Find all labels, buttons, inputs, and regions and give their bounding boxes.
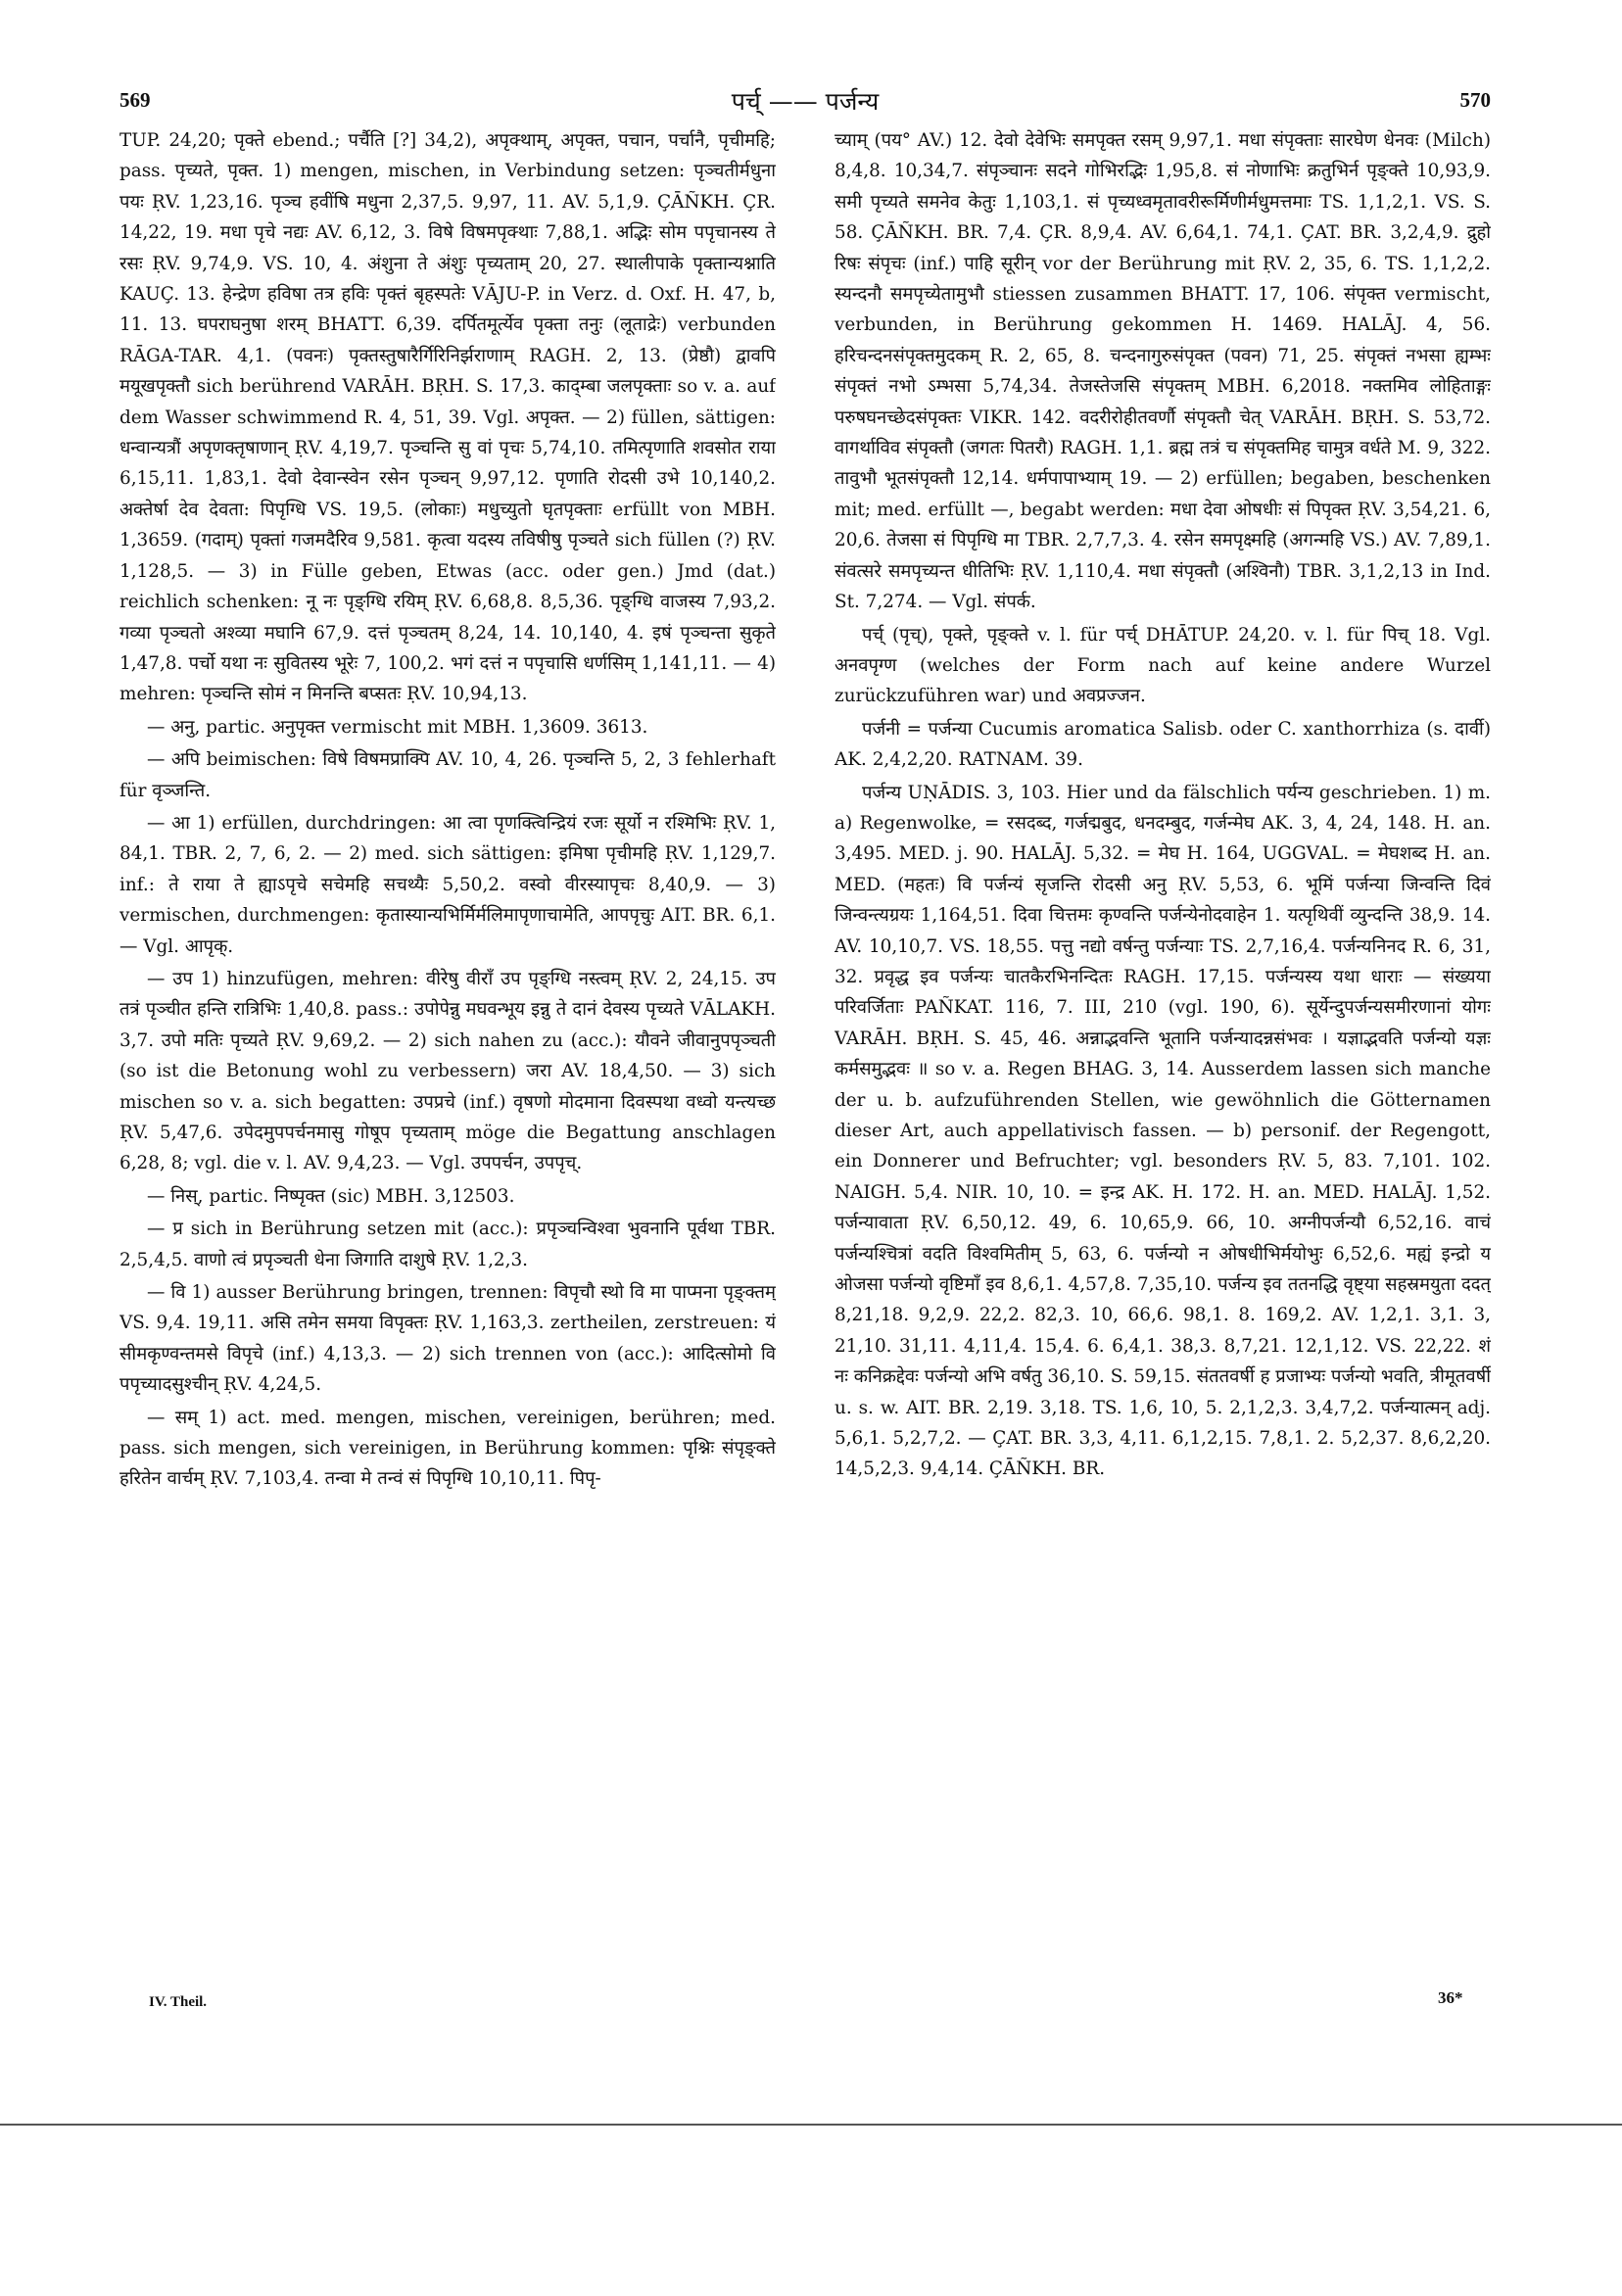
- page-header: [119, 84, 1491, 123]
- subentry-vi: — वि 1) ausser Berührung bringen, trennen: विपृचौ स्थो वि मा पाप्मना पृङ्क्तम् VS. 9,4. 19,11. असि तमेन समया विपृक्तः ṚV. 1,163,3. zertheilen, zerstreuen: यं सीमकृण्वन्तमसे विपृचे (inf.) 4,13,3. — 2) sich trennen von (acc.): आदित्सोमो वि पपृच्यादसुश्चीन् ṚV. 4,24,5.: [119, 1282, 776, 1396]
- footer-sheet-signature: 36*: [1438, 1988, 1463, 2007]
- entry-parjani: पर्जनी = पर्जन्या Cucumis aromatica Salisb. oder C. xanthorrhiza (s. दार्वी) AK. 2,4,2,20. RATNAM. 39.: [835, 718, 1491, 771]
- subentry-pra: — प्र sich in Berührung setzen mit (acc.): प्रपृञ्चन्विश्वा भुवनानि पूर्वथा TBR. 2,5,4,5. वाणो त्वं प्रपृञ्चती धेना जिगाति दाशुषे ṚV. 1,2,3.: [119, 1219, 776, 1270]
- subentry-nis: — निस्, partic. निष्पृक्त (sic) MBH. 3,12503.: [147, 1185, 515, 1207]
- left-column: [119, 125, 776, 1977]
- entry-parc: पर्च् (पृच्), पृक्ते, पृङ्क्ते v. l. für पर्च् DHĀTUP. 24,20. v. l. für पिच् 18. Vgl. अनवपृग्ण (welches der Form nach auf keine andere Wurzel zurückzuführen war) und अवप्रज्जन.: [835, 624, 1491, 707]
- running-head: पर्च् —— पर्जन्य: [731, 87, 880, 116]
- subentry-upa: — उप 1) hinzufügen, mehren: वीरेषु वीराँ उप पृङ्ग्धि नस्त्वम् ṚV. 2, 24,15. उप तत्रं पृञ्चीत हन्ति रात्रिभिः 1,40,8. pass.: उपोपेन्नु मघवन्भूय इन्नु ते दानं देवस्य पृच्यते VĀLAKH. 3,7. उपो मतिः पृच्यते ṚV. 9,69,2. — 2) sich nahen zu (acc.): यौवने जीवानुपपृञ्चती (so ist die Betonung wohl zu verbessern) जरा AV. 18,4,50. — 3) sich mischen so v. a. sich begatten: उपप्रचे (inf.) वृषणो मोदमाना दिवस्पथा वध्वो यन्त्यच्छ ṚV. 5,47,6. उपेदमुपपर्चनमासु गोषूप पृच्यताम् möge die Begattung anschlagen 6,28, 8; vgl. die v. l. AV. 9,4,23. — Vgl. उपपर्चन, उपपृच्.: [119, 968, 776, 1174]
- entry-continuation: TUP. 24,20; पृक्ते ebend.; पर्चैति [?] 34,2), अपृक्थाम्, अपृक्त, पचान, पर्चानै, पृचीमहि; pass. पृच्यते, पृक्त. 1) mengen, mischen, in Verbindung setzen: पृञ्चतीर्मधुना पयः ṚV. 1,23,16. पृञ्च हवींषि मधुना 2,37,5. 9,97, 11. AV. 5,1,9. ÇĀÑKH. ÇR. 14,22, 19. मधा पृचे नद्यः AV. 6,12, 3. विषे विषमपृक्थाः 7,88,1. अद्भिः सोम पपृचानस्य ते रसः ṚV. 9,74,9. VS. 10, 4. अंशुना ते अंशुः पृच्यताम् 20, 27. स्थालीपाके पृक्तान्यश्नाति KAUÇ. 13. हेन्द्रेण हविषा तत्र हविः पृक्तं बृहस्पतेः VĀJU-P. in Verz. d. Oxf. H. 47, b, 11. 13. घपराघनुषा शरम् BHATT. 6,39. दर्पितमूर्त्येव पृक्ता तनुः (लूताद्रेः) verbunden RĀGA-TAR. 4,1. (पवनः) पृक्तस्तुषारैर्गिरिनिर्झराणाम् RAGH. 2, 13. (प्रेष्ठौ) द्वावपि मयूखपृक्तौ sich berührend VARĀH. BṚH. S. 17,3. काद्म्बा जलपृक्ताः so v. a. auf dem Wasser schwimmend R. 4, 51, 39. Vgl. अपृक्त. — 2) füllen, sättigen: धन्वान्यत्रौं अपृणक्तृषाणान् ṚV. 4,19,7. पृञ्चन्ति सु वां पृचः 5,74,10. तमित्पृणाति शवसोत राया 6,15,11. 1,83,1. देवो देवान्स्वेन रसेन पृञ्चन् 9,97,12. पृणाति रोदसी उभे 10,140,2. अक्तेर्षा देव देवता: पिपृग्धि VS. 19,5. (लोकाः) मधुच्युतो घृतपृक्ताः erfüllt von MBH. 1,3659. (गदाम्) पृक्तां गजमदैरिव 9,581. कृत्वा यदस्य तविषीषु पृञ्चते sich füllen (?) ṚV. 1,128,5. — 3) in Fülle geben, Etwas (acc. oder gen.) Jmd (dat.) reichlich schenken: नू नः पृङ्ग्धि रयिम् ṚV. 6,68,8. 8,5,36. पृङ्ग्धि वाजस्य 7,93,2. गव्या पृञ्चतो अश्व्या मघानि 67,9. दत्तं पृञ्चतम् 8,24, 14. 10,140, 4. इषं पृञ्चन्ता सुकृते 1,47,8. पर्चो यथा नः सुवितस्य भूरेः 7, 100,2. भगं दत्तं न पपृचासि धर्णसिम् 1,141,11. — 4) mehren: पृञ्चन्ति सोमं न मिनन्ति बप्सतः ṚV. 10,94,13.: [119, 130, 776, 705]
- entry-continuation-right: च्याम् (पय° AV.) 12. देवो देवेभिः समपृक्त रसम् 9,97,1. मधा संपृक्ताः सारघेण धेनवः (Milch) 8,4,8. 10,34,7. संपृञ्चानः सदने गोभिरद्भिः 1,95,8. सं नोणाभिः क्रतुभिर्न पृङ्क्ते 10,93,9. समी पृच्यते समनेव केतुः 1,103,1. सं पृच्यध्वमृतावरीरूर्मिणीर्मधुमत्तमाः TS. 1,1,2,1. VS. S. 58. ÇĀÑKH. BR. 7,4. ÇR. 8,9,4. AV. 6,64,1. 74,1. ÇAT. BR. 3,2,4,9. द्रुहो रिषः संपृचः (inf.) पाहि सूरीन् vor der Berührung mit ṚV. 2, 35, 6. TS. 1,1,2,2. स्यन्दनौ समपृच्येतामुभौ stiessen zusammen BHATT. 17, 106. संपृक्त vermischt, verbunden, in Berührung gekommen H. 1469. HALĀJ. 4, 56. हरिचन्दनसंपृक्तमुदकम् R. 2, 65, 8. चन्दनागुरुसंपृक्त (पवन) 71, 25. संपृक्तं नभसा ह्यम्भः संपृक्तं नभो ऽम्भसा 5,74,34. तेजस्तेजसि संपृक्तम् MBH. 6,2018. नक्तमिव लोहिताङ्गः परुषघनच्छेदसंपृक्तः VIKR. 142. वदरीरोहीतवर्णौ संपृक्तौ चेत् VARĀH. BṚH. S. 53,72. वागर्थाविव संपृक्तौ (जगतः पितरौ) RAGH. 1,1. ब्रह्म तत्रं च संपृक्तमिह चामुत्र वर्धते M. 9, 322. तावुभौ भूतसंपृक्तौ 12,14. धर्मपापाभ्याम् 19. — 2) erfüllen; begaben, beschenken mit; med. erfüllt —, begabt werden: मधा देवा ओषधीः सं पिपृक्त ṚV. 3,54,21. 6, 20,6. तेजसा सं पिपृग्धि मा TBR. 2,7,7,3. 4. रसेन समपृक्ष्महि (अगन्महि VS.) AV. 7,89,1. संवत्सरे समपृच्यन्त धीतिभिः ṚV. 1,110,4. मधा संपृक्तौ (अश्विनौ) TBR. 3,1,2,13 in Ind. St. 7,274. — Vgl. संपर्क.: [835, 130, 1491, 613]
- entry-parjanya: पर्जन्य UṆĀDIS. 3, 103. Hier und da fälschlich पर्यन्य geschrieben. 1) m. a) Regenwolke, = रसदब्द, गर्जद्मबुद, धनदम्बुद, गर्जन्मेघ AK. 3, 4, 24, 148. H. an. 3,495. MED. j. 90. HALĀJ. 5,32. = मेघ H. 164, UGGVAL. = मेघशब्द H. an. MED. (महतः) वि पर्जन्यं सृजन्ति रोदसी अनु ṚV. 5,53, 6. भूमिं पर्जन्या जिन्वन्ति दिवं जिन्वन्त्यग्रयः 1,164,51. दिवा चित्तमः कृण्वन्ति पर्जन्येनोदवाहेन 1. यत्पृथिवीं व्युन्दन्ति 38,9. 14. AV. 10,10,7. VS. 18,55. पत्तु नद्यो वर्षन्तु पर्जन्याः TS. 2,7,16,4. पर्जन्यनिनद R. 6, 31, 32. प्रवृद्ध इव पर्जन्यः चातकैरभिनन्दितः RAGH. 17,15. पर्जन्यस्य यथा धाराः — संख्यया परिवर्जिताः PAÑKAT. 116, 7. III, 210 (vgl. 190, 6). सूर्येन्दुपर्जन्यसमीरणानां योगः VARĀH. BṚH. S. 45, 46. अन्नाद्भवन्ति भूतानि पर्जन्यादन्नसंभवः । यज्ञाद्भवति पर्जन्यो यज्ञः कर्मसमुद्भवः ॥ so v. a. Regen BHAG. 3, 14. Ausserdem lassen sich manche der u. b. aufzuführenden Stellen, wie gewöhnlich die Götternamen dieser Art, auch appellativisch fassen. — b) personif. der Regengott, ein Donnerer und Befruchter; vgl. besonders ṚV. 5, 83. 7,101. 102. NAIGH. 5,4. NIR. 10, 10. = इन्द्र AK. H. 172. H. an. MED. HALĀJ. 1,52. पर्जन्यावाता ṚV. 6,50,12. 49, 6. 10,65,9. 66, 10. अग्नीपर्जन्यौ 6,52,16. वाचं पर्जन्यश्चित्रां वदति विश्वमितीम् 5, 63, 6. पर्जन्यो न ओषधीभिर्मयोभुः 6,52,6. मह्यं इन्द्रो य ओजसा पर्जन्यो वृष्टिमाँ इव 8,6,1. 4,57,8. 7,35,10. पर्जन्य इव ततनद्धि वृष्ट्या सहस्रमयुता ददत् 8,21,18. 9,2,9. 22,2. 82,3. 10, 66,6. 98,1. 8. 169,2. AV. 1,2,1. 3,1. 3, 21,10. 31,11. 4,11,4. 15,4. 6. 6,4,1. 38,3. 8,7,21. 12,1,12. VS. 22,22. शं नः कनिक्रद्देवः पर्जन्यो अभि वर्षतु 36,10. S. 59,15. संततवर्षी ह प्रजाभ्यः पर्जन्यो भवति, त्रीमूतवर्षी u. s. w. AIT. BR. 2,19. 3,18. TS. 1,6, 10, 5. 2,1,2,3. 3,4,7,2. पर्जन्यात्मन् adj. 5,6,1. 5,2,7,2. — ÇAT. BR. 3,3, 4,11. 6,1,2,15. 7,8,1. 2. 5,2,37. 8,6,2,20. 14,5,2,3. 9,4,14. ÇĀÑKH. BR.: [835, 782, 1491, 1480]
- page-number-right: 570: [1459, 88, 1491, 112]
- right-column: [835, 125, 1491, 1977]
- scan-edge-line: [0, 2124, 1622, 2126]
- subentry-sam: — सम् 1) act. med. mengen, mischen, vereinigen, berühren; med. pass. sich mengen, sich vereinigen, in Berührung kommen: पृश्निः संपृङ्क्ते हरितेन वार्चम् ṚV. 7,103,4. तन्वा मे तन्वं सं पिपृग्धि 10,10,11. पिपृ-: [119, 1407, 776, 1490]
- subentry-aa: — आ 1) erfüllen, durchdringen: आ त्वा पृणक्त्विन्द्रियं रजः सूर्यो न रश्मिभिः ṚV. 1, 84,1. TBR. 2, 7, 6, 2. — 2) med. sich sättigen: इमिषा पृचीमहि ṚV. 1,129,7. inf.: ते राया ते ह्याऽपृचे सचेमहि सचथ्यैः 5,50,2. वस्वो वीरस्यापृचः 8,40,9. — 3) vermischen, durchmengen: कृतास्यान्यभिर्मिर्मलिमापृणाचामेति, आपपृचुः AIT. BR. 6,1. — Vgl. आपृक्.: [119, 812, 776, 957]
- footer-volume-signature: IV. Theil.: [149, 1994, 208, 2010]
- page-number-left: 569: [119, 88, 151, 112]
- subentry-api: — अपि beimischen: विषे विषमप्राक्पि AV. 10, 4, 26. पृञ्चन्ति 5, 2, 3 fehlerhaft für वृञ्जन्ति.: [119, 749, 776, 801]
- subentry-anu: — अनु, partic. अनुपृक्त vermischt mit MBH. 1,3609. 3613.: [147, 716, 648, 738]
